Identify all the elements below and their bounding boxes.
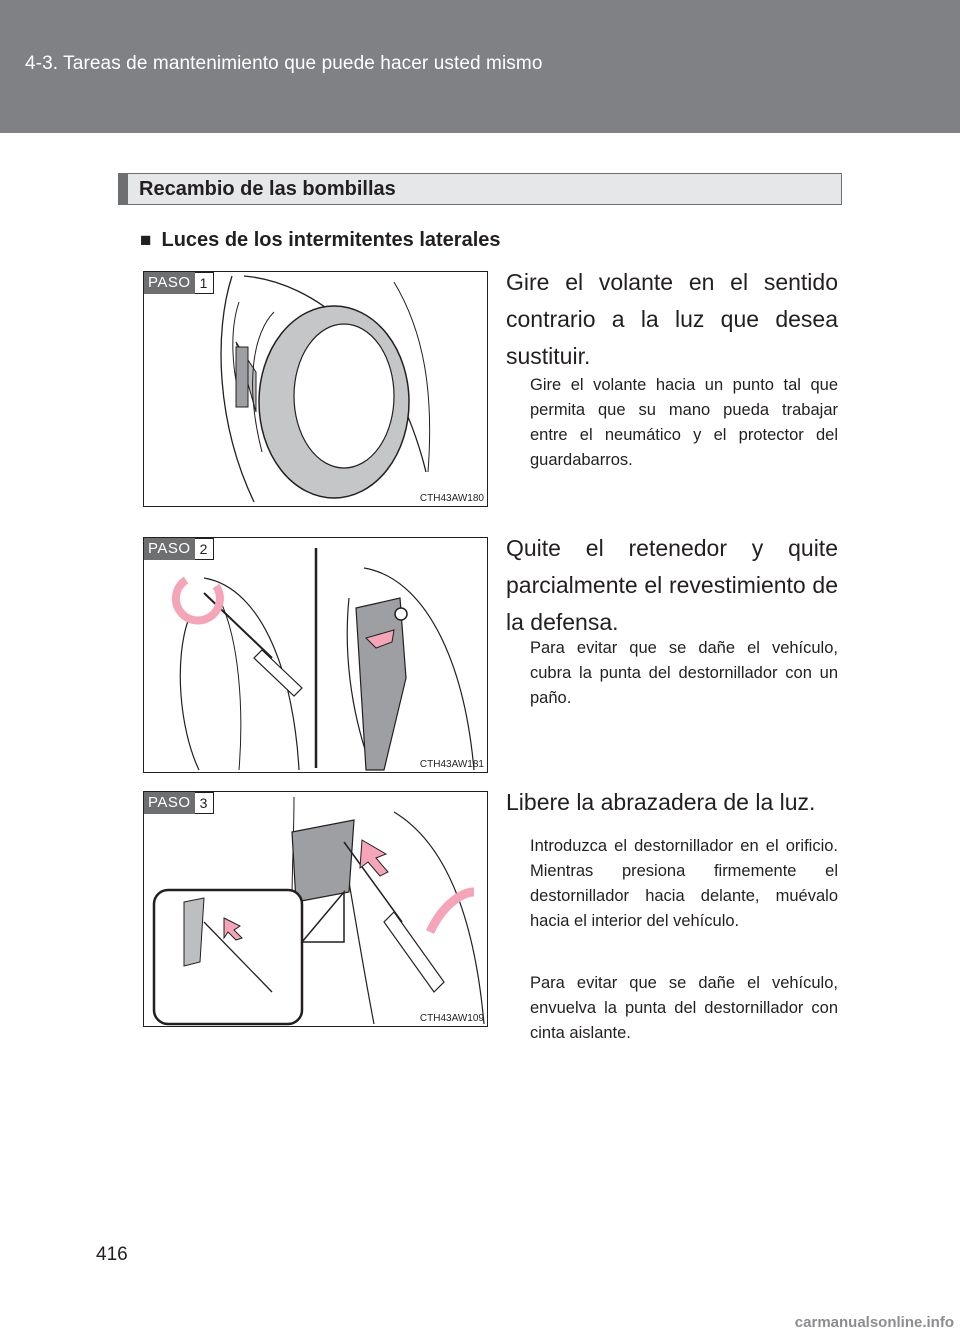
step-badge-label: PASO	[144, 792, 195, 814]
section-accent	[119, 174, 128, 204]
step-1-instruction: Gire el volante en el sentido contrario a la luz que desea sustituir.	[506, 269, 838, 369]
figure-code: CTH43AW181	[419, 759, 484, 770]
step-3-instruction: Libere la abrazadera de la luz.	[506, 789, 816, 815]
figure-step-2	[143, 537, 488, 773]
step-badge-number: 1	[195, 272, 214, 294]
figure-code: CTH43AW109	[419, 1013, 484, 1024]
step-badge-label: PASO	[144, 538, 195, 560]
step-badge-number: 2	[195, 538, 214, 560]
section-title: Recambio de las bombillas	[139, 178, 396, 200]
figure-step-3	[143, 791, 488, 1027]
step-badge-label: PASO	[144, 272, 195, 294]
step-badge	[144, 538, 214, 560]
retainer-illustration	[144, 538, 488, 773]
step-3-note-1: Introduzca el destornillador en el orificio. Mientras presiona firmemente el destornillador hacia delante, muévalo hacia el interior del vehículo.	[530, 837, 838, 930]
square-bullet-icon: ■	[140, 230, 152, 251]
header-band	[0, 0, 960, 133]
step-badge	[144, 792, 214, 814]
breadcrumb: 4-3. Tareas de mantenimiento que puede hacer usted mismo	[25, 53, 543, 74]
step-3-note-2: Para evitar que se dañe el vehículo, envuelva la punta del destornillador con cinta aislante.	[530, 974, 838, 1042]
step-badge-number: 3	[195, 792, 214, 814]
step-badge	[144, 272, 214, 294]
clamp-release-illustration	[144, 792, 488, 1027]
step-1-note: Gire el volante hacia un punto tal que permita que su mano pueda trabajar entre el neumático y el protector del guardabarros.	[530, 376, 838, 469]
subsection-heading	[140, 229, 501, 252]
watermark: carmanualsonline.info	[794, 1314, 954, 1331]
figure-code: CTH43AW180	[419, 493, 484, 504]
section-title-bar	[118, 173, 842, 205]
wheel-illustration	[144, 272, 488, 507]
page-number: 416	[96, 1244, 128, 1265]
figure-step-1	[143, 271, 488, 507]
step-2-note: Para evitar que se dañe el vehículo, cubra la punta del destornillador con un paño.	[530, 639, 838, 707]
subsection-title: Luces de los intermitentes laterales	[161, 229, 501, 251]
step-2-instruction: Quite el retenedor y quite parcialmente el revestimiento de la defensa.	[506, 535, 838, 635]
